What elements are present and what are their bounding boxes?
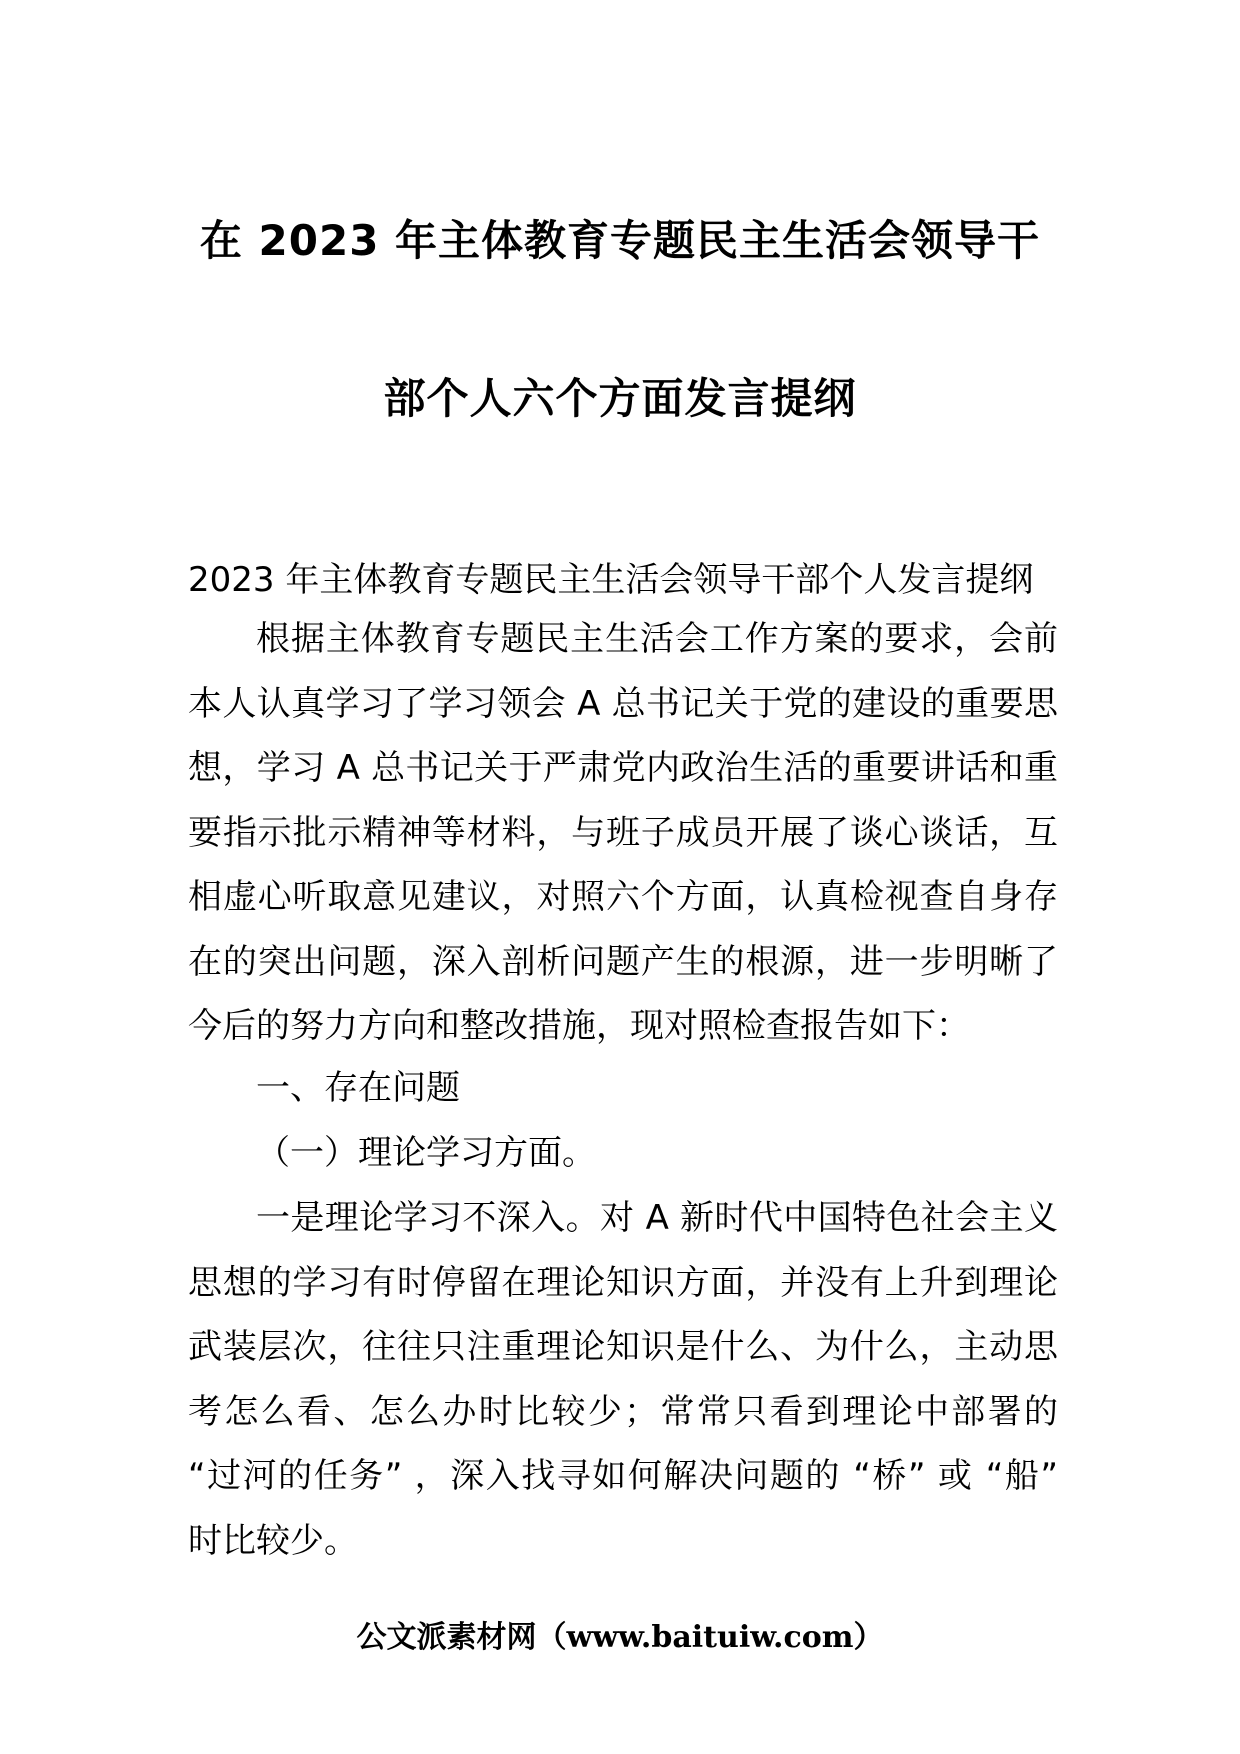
document-title-line-1: 在 2023 年主体教育专题民主生活会领导干 (199, 216, 1041, 265)
section-heading: 一、存在问题 (256, 1068, 460, 1108)
intro-paragraph: 根据主体教育专题民主生活会工作方案的要求，会前本人认真学习了学习领会 A 总书记关于党的建设的重要思想，学习 A 总书记关于严肃党内政治生活的重要讲话和重要指示批示精神等材料，与班子成员开展了谈心谈话，互相虚心听取意见建议，对照六个方面，认真检视查自身存在的突出问题，深入剖析问题产生的根源，进一步明晰了今后的努力方向和整改措施，现对照检查报告如下： (188, 619, 1058, 1046)
footer-watermark: 公文派素材网（www.baituiw.com） (356, 1620, 884, 1655)
body-paragraph: 一是理论学习不深入。对 A 新时代中国特色社会主义思想的学习有时停留在理论知识方面，并没有上升到理论武装层次，往往只注重理论知识是什么、为什么，主动思考怎么看、怎么办时比较少；常常只看到理论中部署的 “过河的任务” ，深入找寻如何解决问题的 “桥” 或 “船” 时比较少。 (188, 1198, 1058, 1561)
document-title-line-2: 部个人六个方面发言提纲 (383, 374, 857, 423)
subsection-heading: （一）理论学习方面。 (256, 1133, 596, 1173)
document-subtitle: 2023 年主体教育专题民主生活会领导干部个人发言提纲 (188, 560, 1034, 600)
